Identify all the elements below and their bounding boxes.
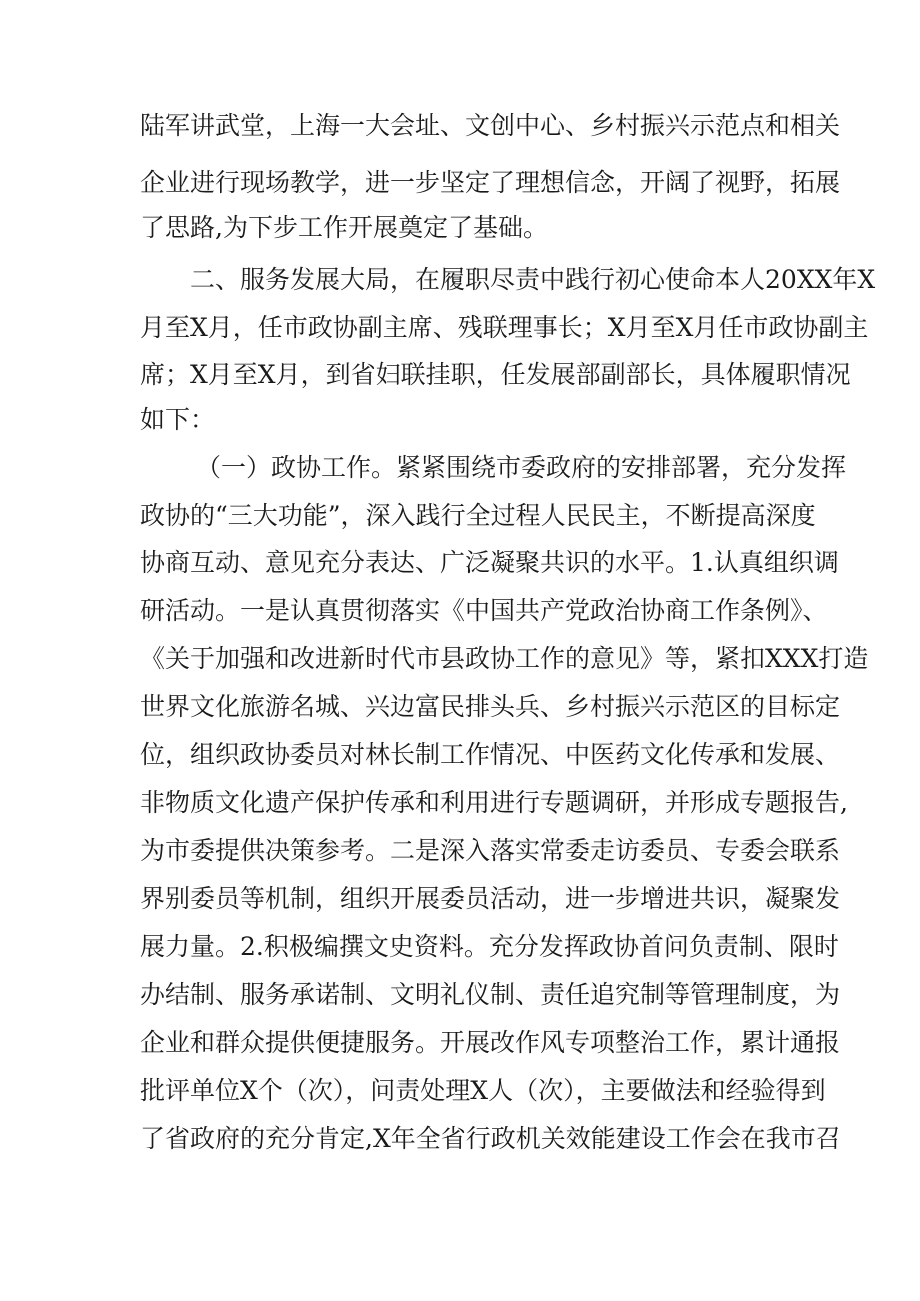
text-line: 了思路,为下步工作开展奠定了基础。 bbox=[140, 213, 548, 242]
text-line: 研活动。一是认真贯彻落实《中国共产党政治协商工作条例》、 bbox=[140, 596, 828, 625]
text-line: 界别委员等机制，组织开展委员活动，进一步增进共识，凝聚发 bbox=[140, 884, 841, 913]
text-line: 了省政府的充分肯定,X年全省行政机关效能建设工作会在我市召 bbox=[140, 1124, 841, 1153]
text-line: 陆军讲武堂，上海一大会址、文创中心、乡村振兴示范点和相关 bbox=[140, 111, 841, 140]
text-line: 非物质文化遗产保护传承和利用进行专题调研，并形成专题报告, bbox=[140, 788, 848, 817]
text-line: 政协的“三大功能”，深入践行全过程人民民主，不断提高深度 bbox=[140, 501, 816, 530]
text-line: 企业进行现场教学，进一步坚定了理想信念，开阔了视野，拓展 bbox=[140, 168, 841, 197]
text-line: 位，组织政协委员对林长制工作情况、中医药文化传承和发展、 bbox=[140, 740, 841, 769]
text-line: 如下： bbox=[140, 405, 216, 434]
text-line: 办结制、服务承诺制、文明礼仪制、责任追究制等管理制度，为 bbox=[140, 980, 841, 1009]
text-line: 展力量。2.积极编撰文史资料。充分发挥政协首问负责制、限时 bbox=[140, 932, 839, 961]
text-line: 企业和群众提供便捷服务。开展改作风专项整治工作，累计通报 bbox=[140, 1028, 841, 1057]
text-line: 《关于加强和改进新时代市县政协工作的意见》等，紧扣XXX打造 bbox=[140, 644, 869, 673]
text-line: 协商互动、意见充分表达、广泛凝聚共识的水平。1.认真组织调 bbox=[140, 548, 839, 577]
text-line: （一）政协工作。紧紧围绕市委政府的安排部署，充分发挥 bbox=[196, 453, 847, 482]
text-line: 批评单位X个（次），问责处理X人（次），主要做法和经验得到 bbox=[140, 1076, 826, 1105]
text-line: 月至X月，任市政协副主席、残联理事长；X月至X月任市政协副主 bbox=[140, 313, 869, 342]
text-line: 为市委提供决策参考。二是深入落实常委走访委员、专委会联系 bbox=[140, 836, 841, 865]
text-line: 二、服务发展大局，在履职尽责中践行初心使命本人20XX年X bbox=[190, 265, 876, 294]
text-line: 席；X月至X月，到省妇联挂职，任发展部副部长，具体履职情况 bbox=[140, 360, 851, 389]
text-line: 世界文化旅游名城、兴边富民排头兵、乡村振兴示范区的目标定 bbox=[140, 692, 841, 721]
